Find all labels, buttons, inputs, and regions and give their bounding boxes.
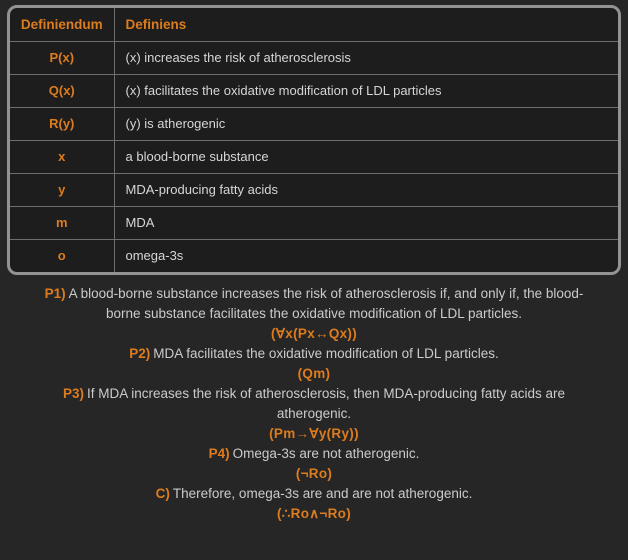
table-row (10, 74, 618, 107)
table-row (10, 140, 618, 173)
premise-p4-text: Omega-3s are not atherogenic. (232, 446, 420, 461)
premise-p3-formula: (Pm→∀y(Ry)) (269, 426, 359, 441)
term-cell: m (10, 206, 114, 239)
premise-p3-text: If MDA increases the risk of atherosclerosis, then MDA-producing fatty acids are atherogenic. (87, 386, 565, 421)
premise-p1 (40, 284, 588, 324)
term-cell: Q(x) (10, 74, 114, 107)
premise-p4-label: P4) (208, 446, 230, 461)
table-row (10, 173, 618, 206)
premise-p2-label: P2) (129, 346, 151, 361)
premise-p2-text: MDA facilitates the oxidative modification of LDL particles. (153, 346, 499, 361)
column-header-definiens: Definiens (125, 16, 187, 32)
table-row (10, 206, 618, 239)
conclusion-text: Therefore, omega-3s are and are not atherogenic. (172, 486, 473, 501)
definition-cell: a blood-borne substance (114, 140, 618, 173)
table-row (10, 41, 618, 74)
definition-table-grid (10, 8, 618, 272)
premise-p4-formula: (¬Ro) (295, 466, 333, 481)
definition-table (7, 5, 621, 275)
definition-cell: MDA-producing fatty acids (114, 173, 618, 206)
conclusion-label: C) (155, 486, 170, 501)
table-row (10, 107, 618, 140)
premise-p3-label: P3) (63, 386, 85, 401)
conclusion (40, 484, 588, 504)
term-cell: y (10, 173, 114, 206)
premise-p1-label: P1) (44, 286, 66, 301)
conclusion-formula: (∴Ro∧¬Ro) (276, 506, 352, 521)
premise-p2 (40, 344, 588, 364)
definition-cell: (y) is atherogenic (114, 107, 618, 140)
premise-p4 (40, 444, 588, 464)
definition-cell: (x) facilitates the oxidative modification of LDL particles (114, 74, 618, 107)
table-header-row (10, 8, 618, 41)
term-cell: o (10, 239, 114, 272)
premise-p2-formula: (Qm) (297, 366, 331, 381)
term-cell: P(x) (10, 41, 114, 74)
table-row (10, 239, 618, 272)
premise-p3 (40, 384, 588, 424)
premise-p1-text: A blood-borne substance increases the risk of atherosclerosis if, and only if, the blood-borne substance facilitates the oxidative modification of LDL particles. (68, 286, 584, 321)
definition-cell: omega-3s (114, 239, 618, 272)
term-cell: R(y) (10, 107, 114, 140)
definition-cell: MDA (114, 206, 618, 239)
premise-p1-formula: (∀x(Px↔Qx)) (270, 326, 358, 341)
term-cell: x (10, 140, 114, 173)
column-header-definiendum: Definiendum (10, 8, 114, 41)
argument-section (40, 284, 588, 524)
definition-cell: (x) increases the risk of atherosclerosis (114, 41, 618, 74)
